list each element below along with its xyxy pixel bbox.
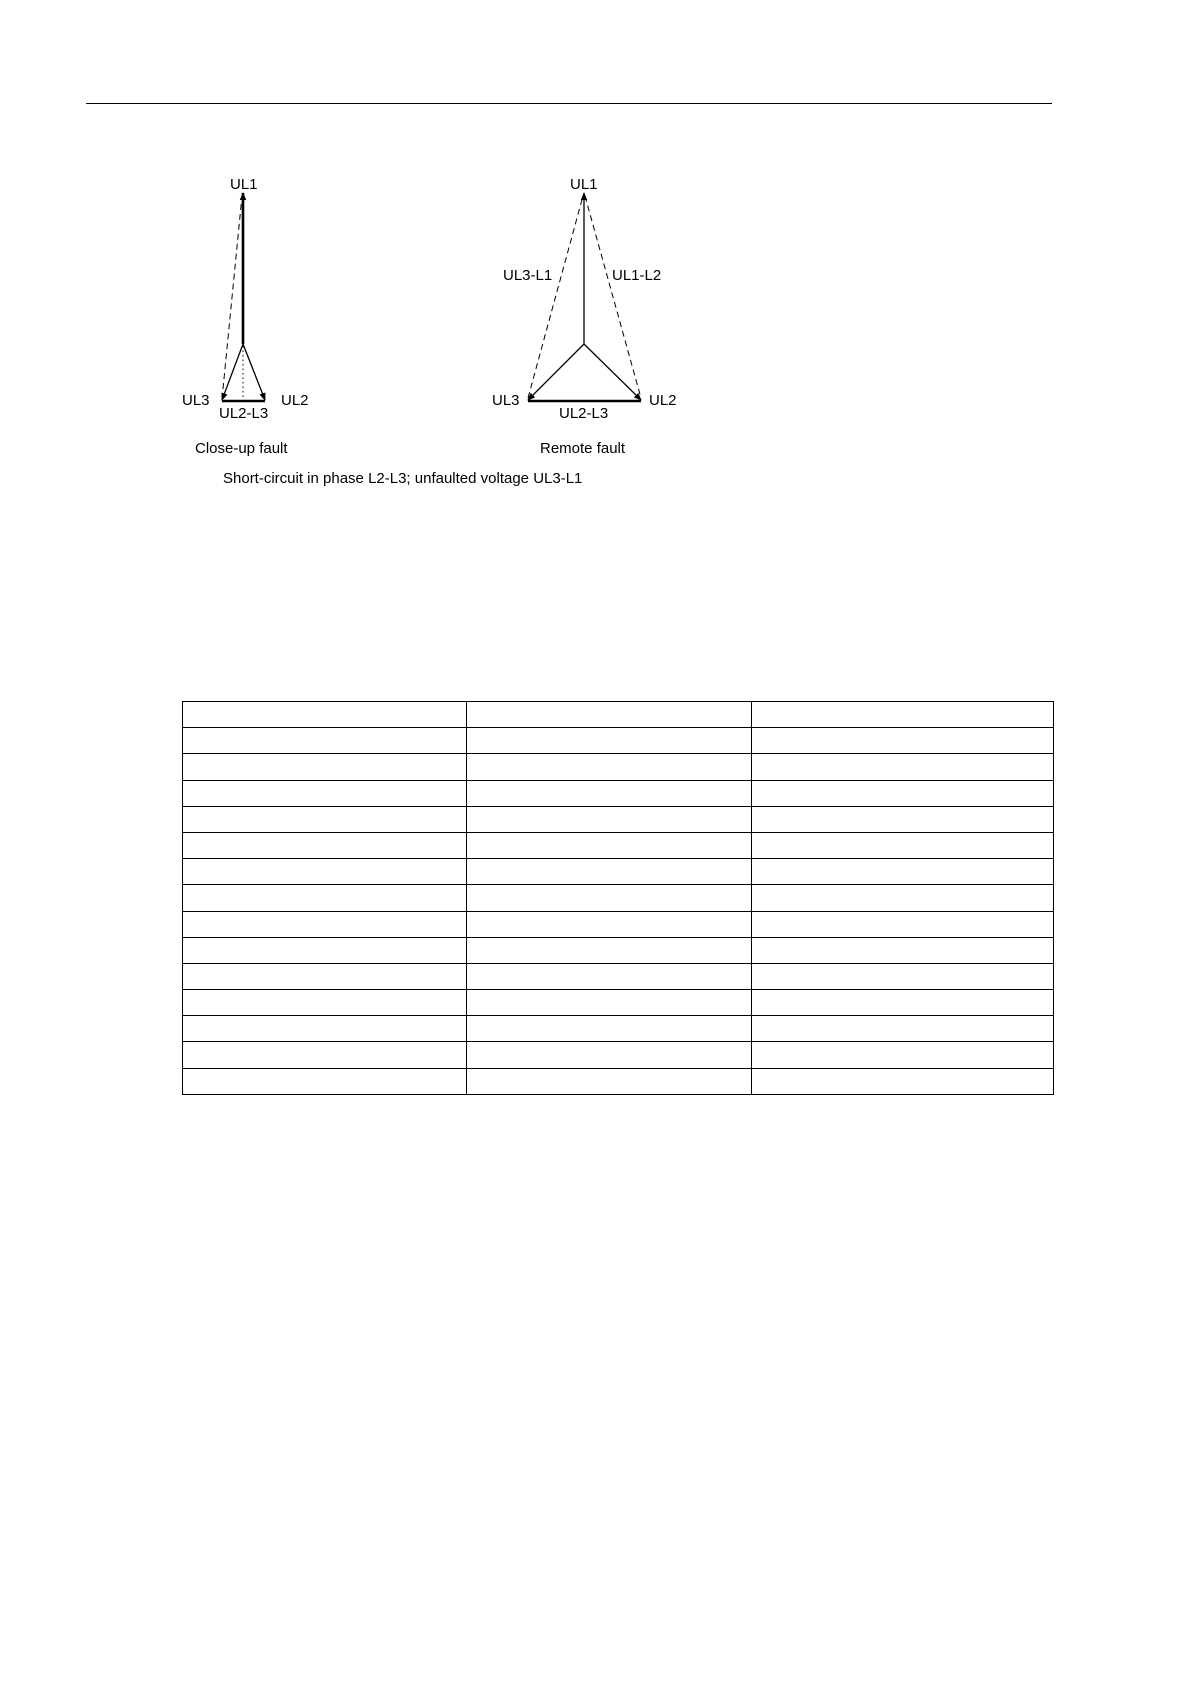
table-cell — [752, 754, 1054, 780]
table-cell — [467, 885, 752, 911]
table-cell — [467, 832, 752, 858]
table-row — [183, 937, 1054, 963]
table-row — [183, 832, 1054, 858]
table-cell — [183, 1068, 467, 1094]
table-cell — [183, 806, 467, 832]
table-cell — [467, 780, 752, 806]
remote-ul2-label: UL2 — [649, 392, 677, 409]
remote-ul1-l2-dashed — [585, 196, 641, 398]
table-cell — [752, 963, 1054, 989]
remote-ul3-phasor — [528, 344, 584, 400]
figure-caption: Short-circuit in phase L2-L3; unfaulted voltage UL3-L1 — [223, 470, 583, 487]
table-cell — [467, 859, 752, 885]
table-row — [183, 728, 1054, 754]
table-cell — [183, 728, 467, 754]
close-up-ul2-label: UL2 — [281, 392, 309, 409]
close-up-ul3-phasor — [222, 344, 243, 400]
table-cell — [467, 990, 752, 1016]
table-cell — [183, 754, 467, 780]
close-up-fault-diagram — [182, 176, 309, 457]
table-cell — [183, 885, 467, 911]
table-cell — [752, 806, 1054, 832]
table-row — [183, 1042, 1054, 1068]
table-cell — [183, 911, 467, 937]
remote-caption: Remote fault — [540, 440, 626, 457]
table-cell — [467, 754, 752, 780]
table-cell — [183, 702, 467, 728]
table-cell — [183, 990, 467, 1016]
table-cell — [752, 937, 1054, 963]
table-cell — [752, 1016, 1054, 1042]
remote-ul3-l1-label: UL3-L1 — [503, 267, 553, 284]
table-row — [183, 780, 1054, 806]
table-row — [183, 754, 1054, 780]
close-up-ul2-l3-label: UL2-L3 — [219, 405, 269, 422]
close-up-ul1-label: UL1 — [230, 176, 258, 193]
table-cell — [183, 1016, 467, 1042]
table-cell — [467, 963, 752, 989]
table-cell — [183, 780, 467, 806]
remote-ul2-phasor — [584, 344, 641, 400]
table-cell — [752, 832, 1054, 858]
table-cell — [752, 728, 1054, 754]
table-cell — [183, 1042, 467, 1068]
table-cell — [183, 832, 467, 858]
table-row — [183, 1016, 1054, 1042]
table-cell — [183, 937, 467, 963]
close-up-dashed-line — [222, 196, 242, 399]
table-row — [183, 702, 1054, 728]
table-cell — [752, 885, 1054, 911]
table-row — [183, 963, 1054, 989]
remote-ul2-l3-label: UL2-L3 — [559, 405, 609, 422]
table-cell — [467, 728, 752, 754]
table-cell — [752, 780, 1054, 806]
table-cell — [752, 990, 1054, 1016]
table-cell — [183, 963, 467, 989]
table-cell — [467, 1042, 752, 1068]
table-row — [183, 1068, 1054, 1094]
table-cell — [752, 859, 1054, 885]
table-cell — [752, 911, 1054, 937]
remote-fault-diagram — [492, 176, 677, 457]
table-cell — [467, 702, 752, 728]
table-row — [183, 859, 1054, 885]
table-row — [183, 806, 1054, 832]
table-cell — [467, 911, 752, 937]
table-cell — [752, 1042, 1054, 1068]
table-row — [183, 990, 1054, 1016]
table-cell — [752, 702, 1054, 728]
table-cell — [467, 1016, 752, 1042]
table-cell — [467, 1068, 752, 1094]
remote-ul3-label: UL3 — [492, 392, 520, 409]
table-row — [183, 885, 1054, 911]
table-cell — [467, 937, 752, 963]
close-up-ul2-phasor — [243, 344, 265, 400]
remote-ul1-label: UL1 — [570, 176, 598, 193]
table-row — [183, 911, 1054, 937]
remote-ul3-l1-dashed — [528, 196, 583, 398]
remote-ul1-l2-label: UL1-L2 — [612, 267, 662, 284]
close-up-ul3-label: UL3 — [182, 392, 210, 409]
close-up-caption: Close-up fault — [195, 440, 288, 457]
phasor-diagram — [0, 0, 1190, 500]
table-cell — [752, 1068, 1054, 1094]
table-cell — [183, 859, 467, 885]
table-cell — [467, 806, 752, 832]
data-table — [182, 701, 1054, 1095]
